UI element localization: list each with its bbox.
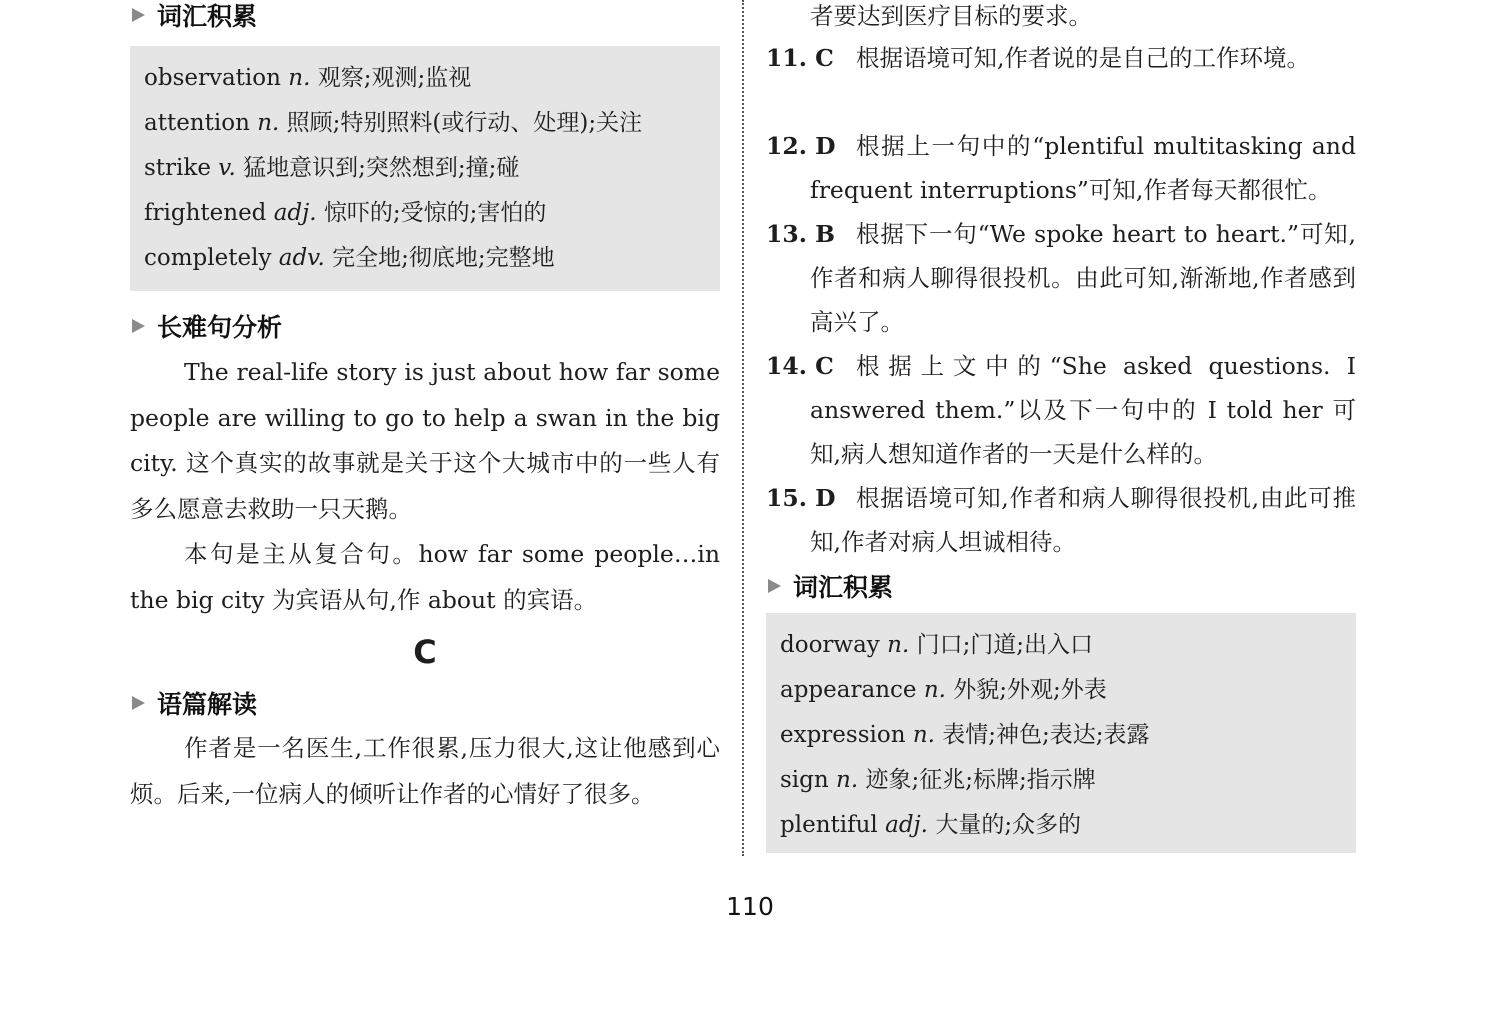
answer-number: 15. D bbox=[766, 484, 836, 512]
vocab-item: doorway n. 门口;门道;出入口 bbox=[780, 632, 1094, 658]
sentence-analysis-paragraph-1: The real-life story is just about how far some people are willing to go to help a swan in the big city. 这个真实的故事就是关于这个大城市中的一些人有多么愿意去救助一只天鹅。 bbox=[130, 358, 720, 523]
answer-explanation: 根据上一句中的“plentiful multitasking and frequent interruptions”可知,作者每天都很忙。 bbox=[810, 132, 1356, 204]
vocab-item: sign n. 迹象;征兆;标牌;指示牌 bbox=[780, 767, 1096, 793]
vocab-heading-left: 词汇积累 bbox=[130, 0, 257, 32]
answer-number: 14. C bbox=[766, 352, 834, 380]
vocab-item: appearance n. 外貌;外观;外表 bbox=[780, 677, 1107, 703]
sentence-analysis-heading: 长难句分析 bbox=[130, 309, 282, 343]
section-arrow-icon bbox=[768, 579, 781, 593]
sentence-analysis-paragraph-2: 本句是主从复合句。how far some people…in the big city 为宾语从句,作 about 的宾语。 bbox=[130, 540, 720, 614]
answer-explanation: 根据语境可知,作者说的是自己的工作环境。 bbox=[856, 44, 1310, 72]
answer-number: 12. D bbox=[766, 132, 836, 160]
continuation-line: 者要达到医疗目标的要求。 bbox=[810, 2, 1092, 30]
answer-number: 11. C bbox=[766, 44, 834, 72]
vocab-item: plentiful adj. 大量的;众多的 bbox=[780, 812, 1082, 838]
section-arrow-icon bbox=[132, 696, 145, 710]
answer-item bbox=[766, 124, 1356, 212]
section-arrow-icon bbox=[132, 8, 145, 22]
answer-explanation: 根据下一句“We spoke heart to heart.”可知,作者和病人聊得很投机。由此可知,渐渐地,作者感到高兴了。 bbox=[810, 220, 1356, 336]
section-letter: C bbox=[413, 633, 437, 671]
vocab-item: observation n. 观察;观测;监视 bbox=[144, 65, 472, 91]
answer-explanation: 根据上文中的“She asked questions. I answered them.”以及下一句中的 I told her 可知,病人想知道作者的一天是什么样的。 bbox=[810, 352, 1356, 468]
vocab-box-right bbox=[766, 613, 1356, 853]
section-arrow-icon bbox=[132, 319, 145, 333]
answer-item bbox=[766, 344, 1356, 476]
passage-heading: 语篇解读 bbox=[130, 686, 257, 720]
answer-item bbox=[766, 212, 1356, 344]
answer-explanation: 根据语境可知,作者和病人聊得很投机,由此可推知,作者对病人坦诚相待。 bbox=[810, 484, 1356, 556]
passage-summary: 作者是一名医生,工作很累,压力很大,这让他感到心烦。后来,一位病人的倾听让作者的心情好了很多。 bbox=[130, 734, 720, 808]
page-number: 110 bbox=[726, 892, 774, 921]
vocab-heading-right: 词汇积累 bbox=[766, 569, 893, 603]
vocab-item: expression n. 表情;神色;表达;表露 bbox=[780, 722, 1150, 748]
vocab-box-left bbox=[130, 46, 720, 291]
answer-item bbox=[766, 36, 1356, 124]
vocab-item: attention n. 照顾;特别照料(或行动、处理);关注 bbox=[144, 110, 643, 136]
column-divider bbox=[742, 0, 744, 856]
vocab-item: frightened adj. 惊吓的;受惊的;害怕的 bbox=[144, 200, 547, 226]
answer-item bbox=[766, 476, 1356, 564]
answer-number: 13. B bbox=[766, 220, 835, 248]
vocab-item: completely adv. 完全地;彻底地;完整地 bbox=[144, 245, 555, 271]
vocab-item: strike v. 猛地意识到;突然想到;撞;碰 bbox=[144, 155, 520, 181]
